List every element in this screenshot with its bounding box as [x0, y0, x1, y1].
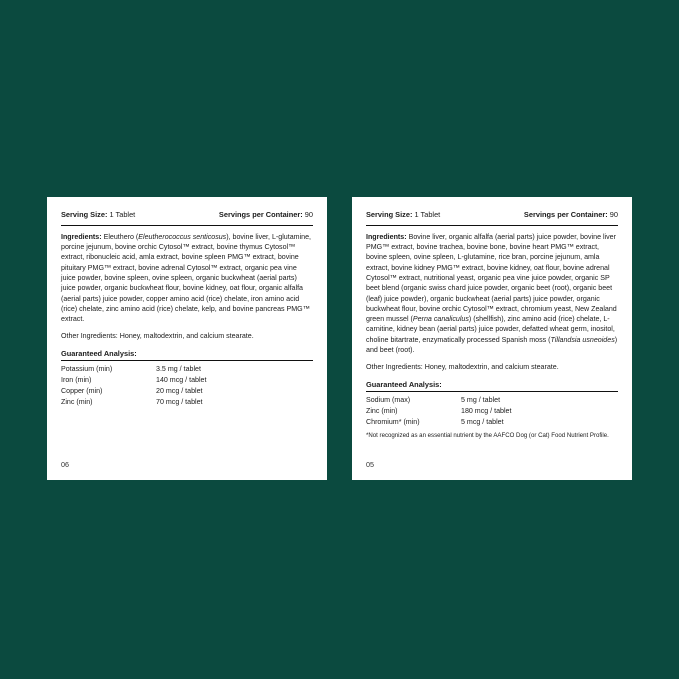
- servings-per-container-value: 90: [609, 210, 618, 219]
- guaranteed-analysis-table: [366, 391, 618, 428]
- nutrient-name: Sodium (max): [366, 395, 411, 404]
- servings-per-container: [219, 211, 313, 220]
- page-number: 05: [366, 460, 374, 469]
- table-row: [61, 364, 313, 375]
- servings-per-container-label: Servings per Container:: [218, 210, 303, 219]
- other-ingredients-paragraph: [61, 331, 313, 341]
- table-row: [366, 417, 618, 428]
- nutrient-name: Potassium (min): [61, 364, 113, 373]
- footnote: *Not recognized as an essential nutrient by the AAFCO Dog (or Cat) Food Nutrient Profile.: [366, 432, 609, 440]
- guaranteed-analysis-table: [61, 360, 313, 408]
- guaranteed-analysis-title: Guaranteed Analysis:: [366, 379, 442, 389]
- other-ingredients-text: Honey, maltodextrin, and calcium stearate.: [119, 332, 254, 341]
- servings-per-container-label: Servings per Container:: [523, 210, 608, 219]
- ingredients-text: Bovine liver, organic alfalfa (aerial parts) juice powder, bovine liver PMG™ extract, bovine trachea, bovine bone, bovine heart PMG™ extract, bovine spleen, ovine spleen, L-glutamine, rice bran, porcine jejunum, amla extract, bovine kidney PMG™ extract, bovine kidney, oat flour, bovine adrenal Cytosol™ extract, nutritional yeast, organic pea vine juice powder, organic SP beet blend (organic swiss chard juice powder, organic beet (root), organic beet (leaf) juice powder), organic buckwheat (aerial parts) juice powder, organic buckwheat flour, bovine orchic Cytosol™ extract, chromium yeast, New Zealand green mussel (Perna canaliculus) (shellfish), zinc amino acid (rice) chelate, L-carnitine, kidney bean (aerial parts) juice powder, defatted wheat germ, inositol, choline bitartrate, enzymatically processed Spanish moss (Tillandsia usneoides) and beet (root).: [366, 232, 618, 354]
- nutrient-name: Chromium* (min): [366, 417, 420, 426]
- nutrient-value: 5 mg / tablet: [461, 395, 501, 404]
- servings-per-container: [524, 211, 618, 220]
- nutrient-name: Copper (min): [61, 386, 103, 395]
- ingredients-label: Ingredients:: [366, 232, 407, 241]
- table-row: [366, 395, 618, 406]
- supplement-label-panel-left: [47, 197, 327, 480]
- table-row: [61, 375, 313, 386]
- nutrient-value: 140 mcg / tablet: [156, 375, 207, 384]
- serving-size-value: 1 Tablet: [109, 210, 136, 219]
- serving-size: [366, 211, 440, 220]
- table-row: [366, 406, 618, 417]
- ingredients-paragraph: [61, 232, 313, 325]
- serving-row: [366, 211, 618, 226]
- nutrient-value: 20 mcg / tablet: [156, 386, 203, 395]
- ingredients-text: Eleuthero (Eleutherococcus senticosus), bovine liver, L-glutamine, porcine jejunum, bovine orchic Cytosol™ extract, bovine thymus Cytosol™ extract, ribonucleic acid, amla extract, bovine spleen PMG™ extract, bovine pituitary PMG™ extract, bovine adrenal Cytosol™ extract, organic pea vine juice powder, bovine spleen, ovine spleen, organic buckwheat (aerial parts) juice powder, organic buckwheat flour, bovine kidney, oat flour, organic alfalfa (aerial parts) juice powder, copper amino acid (rice) chelate, iron amino acid (rice) chelate, zinc amino acid (rice) chelate, kelp, and bovine pancreas PMG™ extract.: [61, 232, 312, 324]
- nutrient-name: Zinc (min): [366, 406, 398, 415]
- nutrient-value: 180 mcg / tablet: [461, 406, 512, 415]
- nutrient-name: Zinc (min): [61, 397, 93, 406]
- table-row: [61, 397, 313, 408]
- serving-size-label: Serving Size:: [366, 210, 413, 219]
- serving-size-label: Serving Size:: [61, 210, 108, 219]
- nutrient-name: Iron (min): [61, 375, 92, 384]
- other-ingredients-paragraph: [366, 362, 618, 372]
- serving-row: [61, 211, 313, 226]
- other-ingredients-label: Other Ingredients:: [61, 332, 118, 341]
- serving-size: [61, 211, 135, 220]
- serving-size-value: 1 Tablet: [414, 210, 441, 219]
- ingredients-paragraph: [366, 232, 618, 355]
- nutrient-value: 5 mcg / tablet: [461, 417, 504, 426]
- guaranteed-analysis-title: Guaranteed Analysis:: [61, 348, 137, 358]
- table-row: [61, 386, 313, 397]
- supplement-label-panel-right: [352, 197, 632, 480]
- page-number: 06: [61, 460, 69, 469]
- other-ingredients-label: Other Ingredients:: [366, 363, 423, 372]
- other-ingredients-text: Honey, maltodextrin, and calcium stearate.: [424, 363, 559, 372]
- nutrient-value: 3.5 mg / tablet: [156, 364, 201, 373]
- nutrient-value: 70 mcg / tablet: [156, 397, 203, 406]
- servings-per-container-value: 90: [304, 210, 313, 219]
- ingredients-label: Ingredients:: [61, 232, 102, 241]
